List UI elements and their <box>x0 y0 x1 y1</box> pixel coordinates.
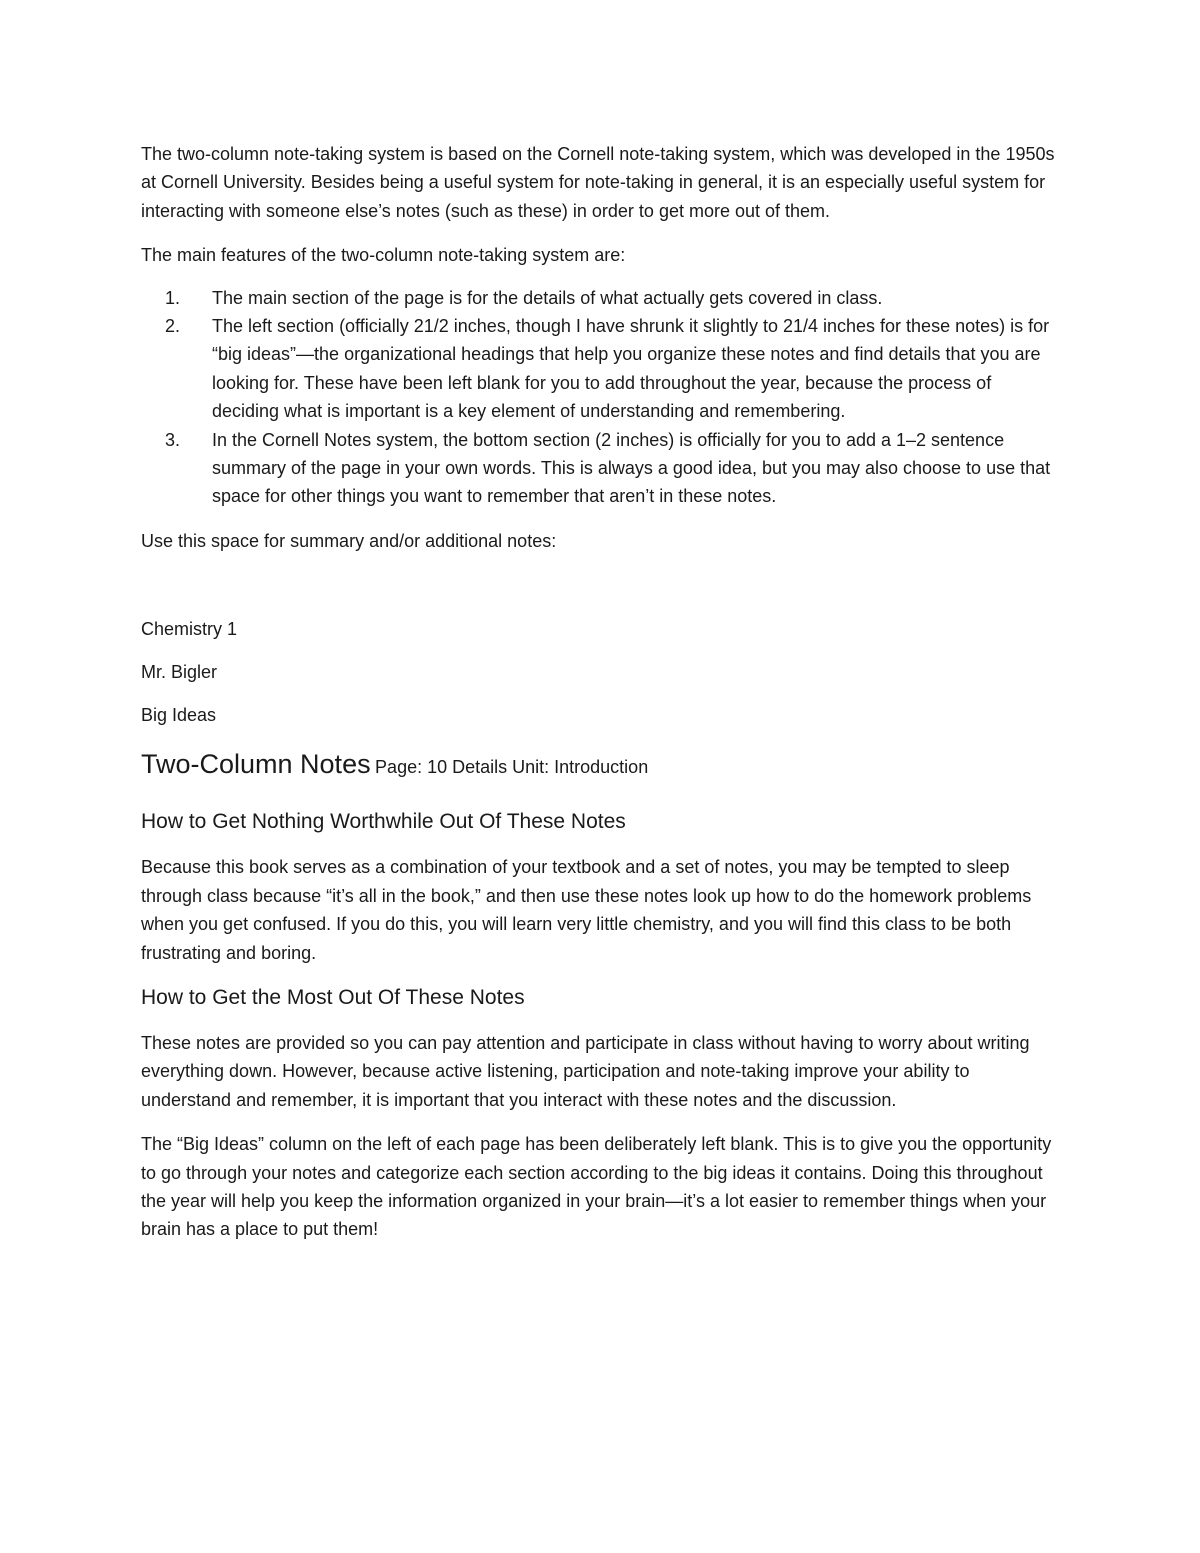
list-item-number: 2. <box>165 316 181 337</box>
list-item-text: The main section of the page is for the details of what actually gets covered in class. <box>212 287 883 308</box>
section-paragraph: Because this book serves as a combination of your textbook and a set of notes, you may be tempted to sleep through class because “it’s all in the book,” and then use these notes look up how to do the homework problems when you get confused. If you do this, you will learn very little chemistry, and you will find this class to be both frustrating and boring. <box>141 857 1032 963</box>
list-item <box>141 284 1061 312</box>
list-item-text: The left section (officially 21/2 inches, though I have shrunk it slightly to 21/4 inches for these notes) is for “big ideas”—the organizational headings that help you organize these notes and find details that you are looking for. These have been left blank for you to add throughout the year, because the process of deciding what is important is a key element of understanding and remembering. <box>212 316 1050 422</box>
section-paragraph: These notes are provided so you can pay attention and participate in class without having to worry about writing everything down. However, because active listening, participation and note-taking improve your ability to understand and remember, it is important that you interact with these notes and the discussion. <box>141 1032 1030 1110</box>
teacher-name: Mr. Bigler <box>141 662 218 683</box>
section-heading: How to Get Nothing Worthwhile Out Of These Notes <box>141 810 626 834</box>
section-paragraph: The “Big Ideas” column on the left of each page has been deliberately left blank. This is to give you the opportunity to go through your notes and categorize each section according to the big ideas it contains. Doing this throughout the year will help you keep the information organized in your brain—it’s a lot easier to remember things when your brain has a place to put them! <box>141 1134 1052 1240</box>
list-item-text: In the Cornell Notes system, the bottom section (2 inches) is officially for you to add a 1–2 sentence summary of the page in your own words. This is always a good idea, but you may also choose to use that space for other things you want to remember that aren’t in these notes. <box>212 429 1051 507</box>
list-item-number: 3. <box>165 429 181 450</box>
list-item <box>141 312 1061 426</box>
section-heading: How to Get the Most Out Of These Notes <box>141 985 525 1009</box>
page-title-meta: Page: 10 Details Unit: Introduction <box>375 757 649 778</box>
page-title: Two-Column Notes <box>141 749 371 780</box>
column-label: Big Ideas <box>141 705 217 726</box>
features-lead: The main features of the two-column note-taking system are: <box>141 245 626 266</box>
intro-paragraph: The two-column note-taking system is based on the Cornell note-taking system, which was developed in the 1950s at Cornell University. Besides being a useful system for note-taking in general, it is an especially useful system for interacting with someone else’s notes (such as these) in order to get more out of them. <box>141 144 1055 221</box>
summary-prompt: Use this space for summary and/or additional notes: <box>141 530 557 551</box>
page-title-row <box>141 744 1061 789</box>
list-item <box>141 426 1061 511</box>
course-name: Chemistry 1 <box>141 619 238 640</box>
features-list <box>141 284 1061 511</box>
list-item-number: 1. <box>165 287 181 308</box>
document-page <box>141 140 1061 1260</box>
